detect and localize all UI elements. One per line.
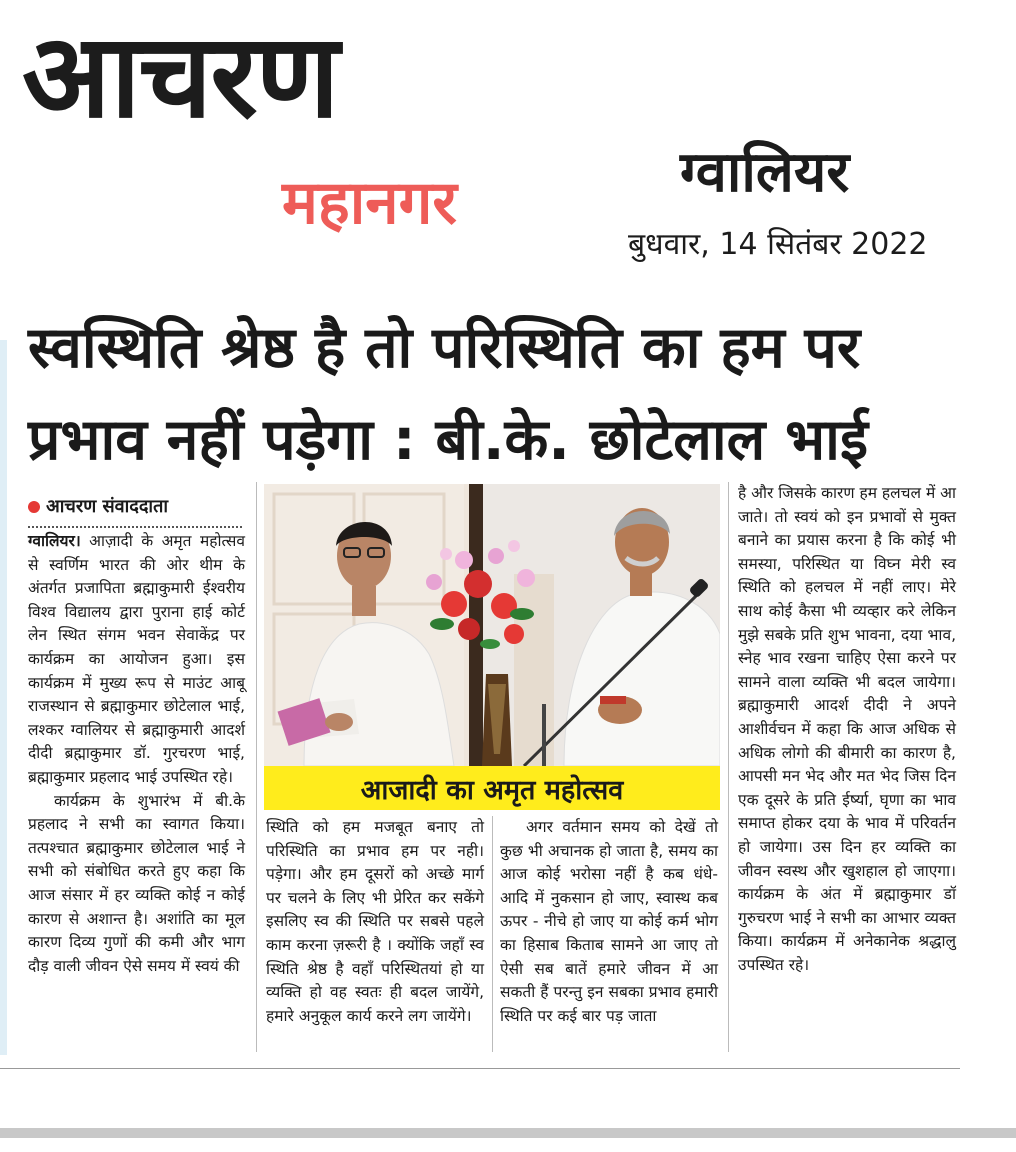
masthead-city: ग्वालियर bbox=[680, 140, 850, 205]
paragraph: अगर वर्तमान समय को देखें तो कुछ भी अचानक हो जाता है, समय का आज कोई भरोसा नहीं है कब धंधे- आदि में नुकसान हो जाए, स्वास्थ कब ऊपर - नीचे हो जाए या कोई कर्म भोग का हिसाब किताब सामने आ जाए तो ऐसी सब बातें हमारे जीवन में आ सकती हैं परन्तु इन सबका प्रभाव हमारी स्थिति पर कई बार पड़ जाता bbox=[500, 818, 718, 1025]
column-divider bbox=[492, 816, 493, 1052]
article-headline: स्वस्थिति श्रेष्ठ है तो परिस्थिति का हम पर प्रभाव नहीं पड़ेगा : बी.के. छोटेलाल भाई bbox=[28, 315, 868, 473]
paragraph: है और जिसके कारण हम हलचल में आ जाते। तो स्वयं को इन प्रभावों से मुक्त बनाने का प्रयास करना है कि कोई भी समस्या, परिस्थित या विघ्न मेरी स्व स्थिति को हलचल में नहीं लाए। मेरे साथ कोई कैसा भी व्यव्हार करे लेकिन मुझे सबके प्रति शुभ भावना, दया भाव, स्नेह भाव रखना चाहिए ऐसा करने पर सामने वाला व्यक्ति भी बदल जायेगा। ब्रह्माकुमारी आदर्श दीदी ने अपने आशीर्वचन में कहा कि आज अधिक से अधिक लोगो की बीमारी का कारण है, आपसी मन भेद और मत भेद जिस दिन एक दूसरे के प्रति ईर्ष्या, घृणा का भाव समाप्त होकर दया के भाव में परिवर्तन हो जायेगा। उस दिन हर व्यक्ति का जीवन स्वस्थ और खुशहाल हो जाएगा। कार्यक्रम के अंत में ब्रह्माकुमार डॉ गुरुचरण भाई ने सभी का आभार व्यक्त किया। कार्यक्रम में अनेकानेक श्रद्धालु उपस्थित रहे। bbox=[738, 484, 956, 974]
column-divider bbox=[256, 482, 257, 1052]
article-column-4 bbox=[738, 482, 956, 977]
paragraph bbox=[28, 530, 245, 790]
paragraph: स्थिति को हम मजबूत बनाए तो परिस्थिति का प्रभाव हम पर नही। पड़ेगा। और हम दूसरों को अच्छे मार्ग पर चलने के लिए भी प्रेरित कर सकेंगे इसलिए स्व की स्थिति पर सबसे पहले काम करना ज़रूरी है । क्योंकि जहाँ स्व स्थिति श्रेष्ठ है वहाँ परिस्थितयां हो या व्यक्ति हो वह स्वतः ही बदल जायेंगे, हमारे अनुकूल कार्य करने लग जायेंगे। bbox=[266, 818, 484, 1025]
dateline: ग्वालियर। bbox=[28, 532, 81, 550]
page-bottom-rule bbox=[0, 1068, 960, 1069]
masthead-title: आचरण bbox=[22, 9, 338, 144]
side-strip bbox=[0, 340, 7, 1055]
article-column-3 bbox=[500, 816, 718, 1028]
page-bottom-bar bbox=[0, 1128, 1016, 1138]
article-column-2 bbox=[266, 816, 484, 1028]
byline-text: आचरण संवाददाता bbox=[46, 496, 169, 517]
photo-caption: आजादी का अमृत महोत्सव bbox=[264, 766, 720, 810]
bullet-icon bbox=[28, 501, 40, 513]
event-photo bbox=[264, 484, 720, 766]
article-column-1 bbox=[28, 530, 245, 978]
byline-divider bbox=[28, 526, 242, 528]
byline bbox=[28, 492, 246, 522]
paragraph: कार्यक्रम के शुभारंभ में बी.के प्रहलाद ने सभी का स्वागत किया। तत्पश्चात ब्रह्माकुमार छोटेलाल भाई ने सभी को संबोधित करते हुए कहा कि आज संसार में हर व्यक्ति कोई न कोई कारण से अशान्त है। अशांति का मूल कारण दिव्य गुणों की कमी और भाग दौड़ वाली जीवन ऐसे समय में स्वयं की bbox=[28, 791, 245, 975]
masthead-subtitle: महानगर bbox=[282, 168, 457, 238]
publication-date: बुधवार, 14 सितंबर 2022 bbox=[628, 227, 928, 262]
column-divider bbox=[728, 482, 729, 1052]
event-photo-illustration bbox=[264, 484, 720, 766]
paragraph-text: आज़ादी के अमृत महोत्सव से स्वर्णिम भारत की ओर थीम के अंतर्गत प्रजापिता ब्रह्माकुमारी ईश्वरीय विश्व विद्यालय द्वारा पुराना हाई कोर्ट लेन स्थित संगम भवन सेवाकेंद्र पर कार्यक्रम का आयोजन हुआ। इस कार्यक्रम में मुख्य रूप से माउंट आबू राजस्थान से ब्रह्माकुमार छोटेलाल भाई, लश्कर ग्वालियर से ब्रह्माकुमारी आदर्श दीदी ब्रह्माकुमार डॉ. गुरचरण भाई, ब्रह्माकुमार प्रहलाद भाई उपस्थित रहे। bbox=[28, 532, 245, 786]
